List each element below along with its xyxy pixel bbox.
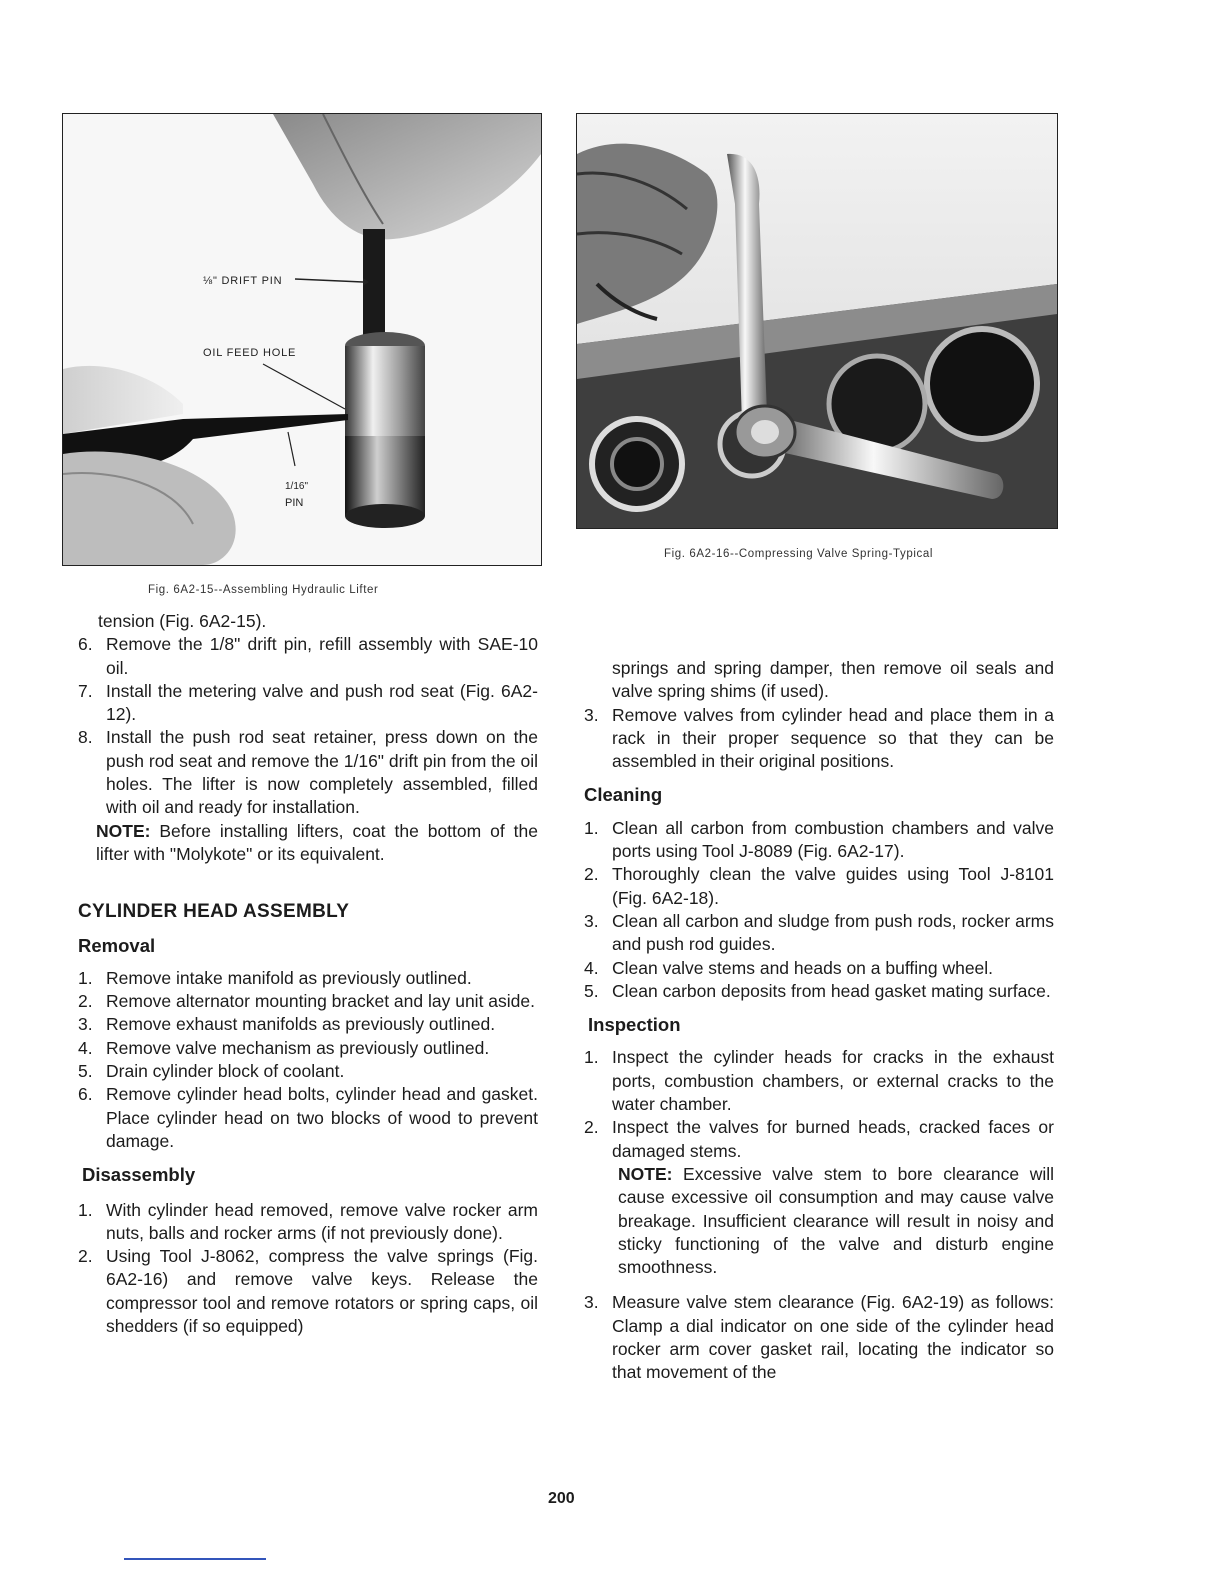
measure-steps xyxy=(584,1291,1054,1384)
page-number: 200 xyxy=(548,1490,575,1507)
label-pin: PIN xyxy=(285,497,304,509)
scan-mark xyxy=(124,1558,266,1560)
label-sixteenth: 1/16" xyxy=(285,481,309,492)
list-item: 2. Remove alternator mounting bracket and lay unit aside. xyxy=(78,991,535,1012)
list-item: 7. Install the metering valve and push rod seat (Fig. 6A2-12). xyxy=(78,680,538,725)
heading-cleaning: Cleaning xyxy=(584,784,663,806)
list-item: 4. Clean valve stems and heads on a buffing wheel. xyxy=(584,957,994,978)
list-item: 3. Clean all carbon and sludge from push rods, rocker arms and push rod guides. xyxy=(584,910,1054,955)
note-label: NOTE: xyxy=(96,820,151,841)
list-item: 6. Remove the 1/8" drift pin, refill assembly with SAE-10 oil. xyxy=(78,634,538,678)
heading-inspection: Inspection xyxy=(588,1014,681,1036)
note-molykote: NOTE: Before installing lifters, coat the bottom of the lifter with "Molykote" or its equivalent. xyxy=(96,820,538,864)
note-label: NOTE: xyxy=(618,1163,673,1184)
heading-removal: Removal xyxy=(78,934,156,956)
list-item: 1. Clean all carbon from combustion chambers and valve ports using Tool J-8089 (Fig. 6A2-17). xyxy=(584,817,1054,862)
disassembly-steps-cont xyxy=(584,704,1054,774)
hydraulic-lifter-photo xyxy=(63,114,541,565)
list-item: 2. Thoroughly clean the valve guides using Tool J-8101 (Fig. 6A2-18). xyxy=(584,864,1054,908)
list-item: 3. Measure valve stem clearance (Fig. 6A2-19) as follows: Clamp a dial indicator on one side of the cylinder head rocker arm cover gasket rail, locating the indicator so that movement of the xyxy=(584,1292,1054,1383)
intro-text: tension (Fig. 6A2-15). xyxy=(98,611,267,631)
label-drift-pin: ⅛" DRIFT PIN xyxy=(203,275,283,287)
list-item: 1. Inspect the cylinder heads for cracks in the exhaust ports, combustion chambers, or external cracks to the water chamber. xyxy=(584,1047,1054,1115)
caption-fig-6a2-16: Fig. 6A2-16--Compressing Valve Spring-Typical xyxy=(664,548,934,560)
removal-steps xyxy=(78,967,538,1153)
figure-hydraulic-lifter xyxy=(62,113,542,566)
right-column xyxy=(584,657,1054,1385)
list-item: 3. Remove exhaust manifolds as previously outlined. xyxy=(78,1014,496,1035)
valve-spring-photo xyxy=(577,114,1057,528)
list-item: 5. Clean carbon deposits from head gasket mating surface. xyxy=(584,980,1051,1001)
list-item: 1. Remove intake manifold as previously outlined. xyxy=(78,967,472,988)
heading-disassembly: Disassembly xyxy=(82,1164,196,1186)
section-title-cylinder-head: CYLINDER HEAD ASSEMBLY xyxy=(78,901,350,923)
continuation-text: springs and spring damper, then remove oil seals and valve spring shims (if used). xyxy=(612,658,1054,702)
list-item: 6. Remove cylinder head bolts, cylinder head and gasket. Place cylinder head on two blocks of wood to prevent damage. xyxy=(78,1084,538,1151)
list-item: 8. Install the push rod seat retainer, press down on the push rod seat and remove the 1/16" drift pin from the oil holes. The lifter is now completely assembled, filled with oil and ready for installation. xyxy=(78,727,538,818)
list-item: 1. With cylinder head removed, remove valve rocker arm nuts, balls and rocker arms (if not previously done). xyxy=(78,1199,538,1243)
list-item: 2. Inspect the valves for burned heads, cracked faces or damaged stems. xyxy=(584,1117,1054,1161)
inspection-steps xyxy=(584,1046,1054,1162)
left-column xyxy=(78,610,538,1338)
list-item: 4. Remove valve mechanism as previously outlined. xyxy=(78,1037,490,1058)
list-item: 3. Remove valves from cylinder head and place them in a rack in their proper sequence so that they can be assembled in their original positions. xyxy=(584,704,1054,772)
label-oil-feed-hole: OIL FEED HOLE xyxy=(203,347,297,359)
figure-valve-spring-compressor xyxy=(576,113,1058,529)
caption-fig-6a2-15: Fig. 6A2-15--Assembling Hydraulic Lifter xyxy=(148,584,379,596)
lifter-steps xyxy=(78,633,538,819)
note-clearance: NOTE: Excessive valve stem to bore clearance will cause excessive oil consumption and may cause valve breakage. Insufficient clearance will result in noisy and sticky functioning of the valve and disturb engine smoothness. xyxy=(618,1163,1054,1278)
cleaning-steps xyxy=(584,817,1054,1003)
lifter-body xyxy=(345,346,425,436)
disassembly-steps xyxy=(78,1199,538,1339)
list-item: 5. Drain cylinder block of coolant. xyxy=(78,1061,345,1082)
list-item: 2. Using Tool J-8062, compress the valve springs (Fig. 6A2-16) and remove valve keys. Release the compressor tool and remove rotators or spring caps, oil shedders (if so equipped) xyxy=(78,1246,538,1337)
